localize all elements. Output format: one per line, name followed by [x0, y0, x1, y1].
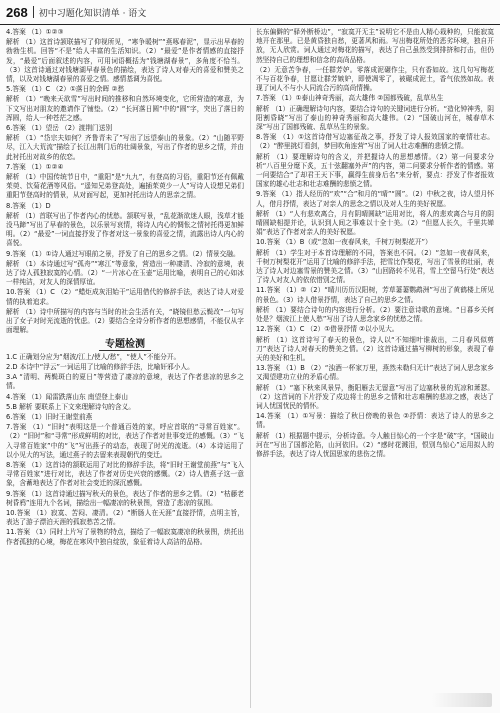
answer-paragraph: 解析 （1）根据题中提示，分析诗意。今人触目惊心的一个字是“破”字，“国破山河在”写出了国都沦陷，山河依旧。（2）“感时花溅泪，恨别鸟惊心”运用拟人的修辞手法，表达了诗人忧国思家的悲伤之情。	[256, 431, 494, 458]
answer-paragraph: 1.C 正确划分应为“烟波/江上/使人/愁”，“使人”不能分开。	[6, 352, 181, 361]
answer-paragraph: 解析 （1）这首诗写了春天的景色，诗人以“不知细叶谁裁出，二月春风似剪刀”表达了诗人对春天的赞美之情。（2）这首诗通过描写柳树的形象，表现了春天的美好和生机。	[256, 335, 494, 362]
answer-paragraph: 解析 （1）“岱宗夫如何？齐鲁青未了”写出了远望泰山的景象。（2）“山随平野尽，江入大荒流”描绘了长江出荆门后的壮阔景象，写出了作者的思乡之情，并由此衬托出对故乡的依恋。	[6, 134, 244, 161]
answer-paragraph: 10.答案 （1）寂寞、苦闷、凄清。（2）“断肠人在天涯”直接抒情，点明主旨，表达了游子漂泊天涯的孤寂愁苦之情。	[6, 508, 244, 527]
answer-paragraph: 8.答案 （1）①这首诗借写边塞征战之事，抒发了诗人报效国家的豪情壮志。（2）“醉里挑灯看剑，梦回吹角连营”写出了词人壮志难酬的悲愤之情。	[256, 133, 494, 151]
answer-paragraph: 解析 （1）“人有悲欢离合，月有阴晴圆缺”运用对比，将人的悲欢离合与月的阴晴圆缺相提并论，认识到人间之事难以十全十美。（2）“但愿人长久，千里共婵娟”表达了作者对亲人的美好祝愿。	[256, 209, 494, 237]
answer-paragraph: 10.答案 （1）B（或“忽如一夜春风来，千树万树梨花开”）	[256, 238, 432, 247]
answer-paragraph: 解析 （1）“晚来天欲雪”写出时间的推移和自然环境变化，它所营造的寒意，为下文写出对朋友的邀请作了铺垫。（2）“长河落日圆”中的“圆”字，突出了落日的浑圆，给人一种苍茫之感。	[6, 95, 244, 122]
header-divider	[33, 6, 34, 18]
answer-paragraph: 解析 （1）要结合诗句的内容进行分析。（2）要注意诗歌的意境。“日暮乡关何处是？烟波江上使人愁”写出了诗人思念家乡的忧愁之情。	[256, 305, 494, 324]
page-number: 268	[6, 4, 28, 20]
answer-paragraph: 3.A “清明、两鬓斑白的夏日”等营造了凄凉的意境，表达了作者悲凉的思乡之情。	[6, 373, 244, 391]
answer-paragraph: 解析 （1）中国传统节日中，“重阳”是“九九”，有登高的习俗，重阳节还有佩戴茱萸、饮菊花酒等风俗。“遥知兄弟登高处，遍插茱萸少一人”写诗人设想兄弟们重阳节登高时的情景，从对面写起，更加衬托出诗人的思亲之情。	[6, 173, 244, 200]
answer-paragraph: 10.答案 （1）C （2）“蜡炬成灰泪始干”运用借代的修辞手法，表达了诗人对爱情的执着追求。	[6, 288, 244, 306]
answer-paragraph: 8.答案 （1）D	[6, 201, 51, 210]
book-title: 初中习题化知识清单 · 语文	[38, 8, 147, 19]
section-title-text: 专题检测	[99, 339, 151, 351]
answer-paragraph: 解析 （1）首联写出了作者内心的忧愁。颔联写景，“乱花渐欲迷人眼，浅草才能没马蹄”写出了早春的景色，以乐景写哀情，将诗人内心的惆怅之情衬托得更加鲜明。（2）“最爱”一词直接抒发了作者对这一景象的喜爱之情，流露出诗人内心的喜悦。	[6, 211, 244, 248]
answer-paragraph: 9.答案 （1）这首诗通过描写秋天的景色，表达了作者的思乡之情。（2）“枯藤老树昏鸦”连用九个名词，描绘出一幅凄凉的秋景图，营造了悲凉的氛围。	[6, 489, 244, 507]
answer-paragraph: 7.答案 （1）“旧时”表明这是一个普通百姓的家，呼应首联的“寻常百姓家”。（2）“旧时”和“寻常”形成鲜明的对比，表达了作者对世事变迁的感慨。（3）“飞入寻常百姓家”中的“飞”写出燕子的动态，表现了时光的流逝。（4）本诗运用了以小见大的写法，通过燕子的去留来表现朝代的变迁。	[6, 423, 244, 459]
answer-paragraph: 12.答案 （1）C （2）①借景抒情 ②以小见大。	[256, 325, 399, 334]
answer-paragraph: 8.答案 （1）这首诗的颔联运用了对比的修辞手法，将“旧时王谢堂前燕”与“飞入寻常百姓家”进行对比，表达了作者对历史兴衰的感慨。（2）诗人借燕子这一意象，含蓄地表达了作者对社会变迁的深沉感慨。	[6, 460, 244, 488]
right-column	[256, 28, 494, 708]
answer-paragraph: （2）无意苦争春，一任群芳妒。零落成泥碾作尘，只有香如故。这几句写梅花不与百花争春，甘愿让群芳嫉妒，即使凋零了，被碾成泥土，香气依然如故。表现了词人不与小人同流合污的高尚情操。	[256, 65, 494, 93]
page-header	[0, 0, 500, 25]
answer-paragraph: 2.D 本诗中“浮云”一词运用了比喻的修辞手法，比喻奸邪小人。	[6, 362, 194, 371]
left-column	[6, 28, 244, 708]
answer-paragraph: 11.答案 （1）②（2）“晴川历历汉阳树，芳草萋萋鹦鹉洲”写出了黄鹤楼上所见的景色。（3）诗人借景抒情，表达了自己的思乡之情。	[256, 286, 494, 304]
answer-paragraph: 4.答案 （1）①②③	[6, 28, 64, 36]
answer-paragraph: 5.B 解析 要联系上下文来理解诗句的含义。	[6, 402, 135, 411]
answer-paragraph: 解析 （1）学生对于本首诗理解的不同，答案也不同。（2）“忽如一夜春风来，千树万树梨花开”运用了比喻的修辞手法，把雪比作梨花，写出了雪景的壮丽，表达了诗人对边塞雪景的赞美之情。（3）“山回路转不见君，雪上空留马行处”表达了诗人对友人的依依惜别之情。	[256, 248, 494, 285]
answer-paragraph: 解析 （1）这首诗颔联描写了仰视所见，“寒争暖树”“燕啄春泥”，显示出早春的勃勃生机。回答“不是”给人丰富的生活知识。（2）“最爱”是作者情感的直接抒发，“最爱”后面叙述的内容，可用词语概括为“钱塘湖春景”，多角度不恰当。（3）这首诗通过对钱塘湖早春景色的描绘，表达了诗人对春天的喜爱和赞美之情，以及对钱塘湖春景的喜爱之情。感情基调为喜悦。	[6, 38, 244, 84]
answer-paragraph: 解析 （1）本诗通过写“孤舟”“寒江”等意象，营造出一种凄清、冷寂的意境，表达了诗人孤独寂寞的心情。（2）“一片冰心在玉壶”运用比喻，表明自己的心如冰一样纯洁，对友人的深情厚谊。	[6, 259, 244, 287]
answer-paragraph: 11.答案 （1）同时上片写了景物的特点，描绘了一幅寂寞凄凉的秋景图，烘托出作者孤独的心境，梅花在寒风中独自绽放，象征着诗人高洁的品格。	[6, 528, 244, 546]
answer-paragraph: 解析 （1）诗中所描写的内容与当时的社会生活有关，“晓镜但愁云鬓改”一句写出了女子对时光流逝的忧虑。（2）要结合全诗分析作者的思想感情，不能仅从字面理解。	[6, 307, 244, 335]
answer-paragraph: 7.答案 （1）①②④	[6, 162, 64, 171]
answer-paragraph: 9.答案 （1）指人经历的“欢”“合”和月的“晴”“圆”。（2）中秋之夜，诗人望月怀人，借月抒情，表达了对亲人的思念之情以及对人生的美好祝愿。	[256, 190, 494, 208]
answer-paragraph: 解析 （1）“塞下秋来风景异，衡阳雁去无留意”写出了边塞秋景的荒凉和萧瑟。（2）这首词的下片抒发了戍边将士的思乡之情和壮志难酬的悲凉之感，表达了词人忧国忧民的情怀。	[256, 383, 494, 410]
answer-paragraph: 7.答案 （1）①泰山神奇秀丽，高大雄伟 ②国都残破，乱草丛生	[256, 94, 444, 103]
answer-paragraph: 长东偏僻的“驿外断桥边”，“寂寞开无主”说明它不是由人精心栽种的，只能寂寞地开在那里。已是黄昏独自愁，更著风和雨。写出梅花所处的恶劣环境，独自开放，无人欣赏。词人通过对梅花的描写，表达了自己虽然受到排挤和打击，但仍然坚持自己的理想和信念的高尚品格。	[256, 28, 494, 64]
answer-paragraph: 6.答案 （1）旧时王谢堂前燕	[6, 412, 93, 421]
answer-paragraph: 9.答案 （1）①诗人通过写眼前之景，抒发了自己的思乡之情。（2）情景交融。	[6, 249, 240, 258]
watermark-logo	[432, 693, 492, 707]
answer-paragraph: 6.答案 （1）望岳 （2）渡荆门送别	[6, 124, 113, 133]
answer-paragraph: 4.答案 （1）闻雷跌落山东 南望登上泰山	[6, 392, 128, 401]
answer-paragraph: 14.答案 （1）①写景：描绘了秋日傍晚的景色 ②抒情：表达了诗人的思乡之情。	[256, 412, 494, 430]
answer-paragraph: 解析 （1）正确理解诗句内容，要结合诗句的关键词进行分析。“造化钟神秀，阴阳割昏晓”写出了泰山的神奇秀丽和高大雄伟。（2）“国破山河在，城春草木深”写出了国都残破、乱草丛生的景象。	[256, 104, 494, 132]
answer-paragraph: 5.答案 （1）C （2）①落日的余晖 ②愁	[6, 85, 125, 94]
column-divider	[250, 28, 251, 708]
section-title	[6, 340, 244, 349]
answer-paragraph: 解析 （1）要理解诗句的含义，并把握诗人的思想感情。（2）第一问要求分析“八百里分麾下炙，五十弦翻塞外声”的内容，第二问要求分析作者的情感。第一问要结合“了却君王天下事，赢得生前身后名”来分析，要点：抒发了作者报效国家的雄心壮志和壮志难酬的悲愤之情。	[256, 152, 494, 189]
answer-paragraph: 13.答案 （1）B （2）“浊酒一杯家万里，燕然未勒归无计”表达了词人思念家乡又渴望建功立业的矛盾心情。	[256, 364, 494, 382]
